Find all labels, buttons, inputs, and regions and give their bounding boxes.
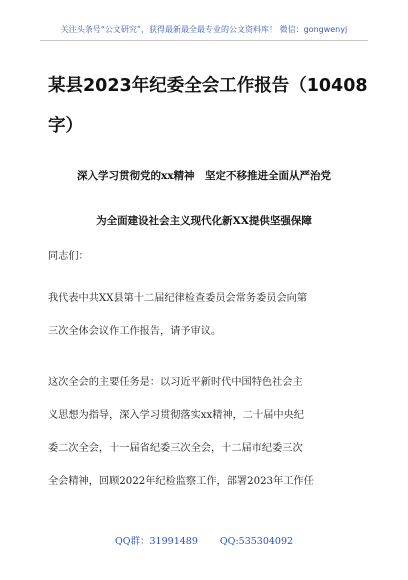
paragraph-1 xyxy=(48,282,360,348)
paragraph-1-line: 三次全体会议作工作报告，请予审议。 xyxy=(48,326,222,337)
footer-qq-number: QQ:535304092 xyxy=(219,536,294,547)
paragraph-2-line: 委二次全会，十一届省纪委三次全会，十二届市纪委三次 xyxy=(48,443,303,454)
subtitle-line-1: 深入学习贯彻党的xx精神 坚定不移推进全面从严治党 xyxy=(76,170,332,182)
footer-qq-group: QQ群：31991489 xyxy=(114,536,198,547)
paragraph-2-line: 义思想为指导，深入学习贯彻落实xx精神，二十届中央纪 xyxy=(48,410,304,421)
paragraph-2 xyxy=(48,366,360,498)
document-title-line-2: 字） xyxy=(48,116,83,136)
subtitle-line-2: 为全面建设社会主义现代化新XX提供坚强保障 xyxy=(96,215,312,227)
document-title xyxy=(48,66,368,146)
document-title-line-1: 某县2023年纪委全会工作报告（10408 xyxy=(48,76,368,96)
paragraph-1-line: 我代表中共XX县第十二届纪律检查委员会常务委员会向第 xyxy=(48,293,308,304)
paragraph-2-line: 全会精神，回顾2022年纪检监察工作，部署2023年工作任 xyxy=(48,476,314,487)
greeting: 同志们： xyxy=(48,251,89,262)
header-banner: 关注头条号“公文研究”，获得最新最全最专业的公文资料库！ 微信：gongwenyj xyxy=(60,25,348,34)
header-divider xyxy=(40,40,368,41)
footer-contacts xyxy=(0,533,408,547)
paragraph-2-line: 这次全会的主要任务是：以习近平新时代中国特色社会主 xyxy=(48,377,303,388)
